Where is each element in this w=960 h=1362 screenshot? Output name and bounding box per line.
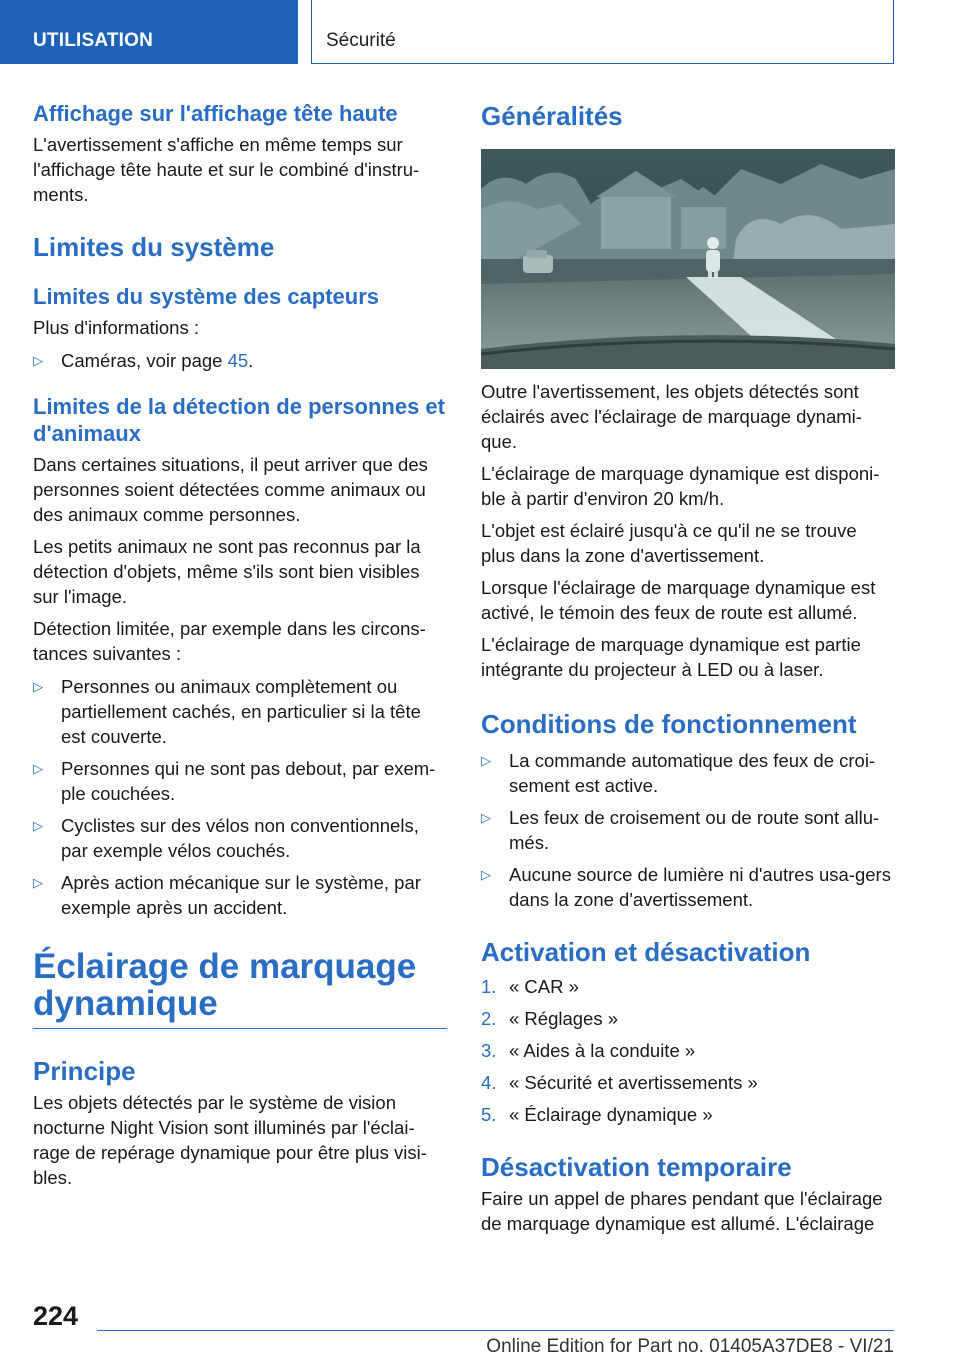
step-item <box>481 1038 895 1063</box>
heading-principle: Principe <box>33 1056 136 1086</box>
step-text: « Réglages » <box>509 1008 619 1029</box>
section-tab <box>0 0 298 64</box>
list-item-text: Personnes ou animaux complètement ou partiellement cachés, en particulier si la tête est couverte. <box>61 676 421 747</box>
chapter-tab <box>311 0 894 64</box>
list-item <box>33 674 447 749</box>
triangle-bullet-icon: ▷ <box>33 679 43 694</box>
left-column <box>33 100 447 1190</box>
para-detection-1: Dans certaines situations, il peut arriver que des personnes soient détectées comme animaux ou des animaux comme personnes. <box>33 454 428 525</box>
list-item-text: Aucune source de lumière ni d'autres usa-gers dans la zone d'avertissement. <box>509 864 891 910</box>
para-more-info: Plus d'informations : <box>33 317 199 338</box>
heading-system-limits: Limites du système <box>33 232 275 262</box>
triangle-bullet-icon: ▷ <box>481 753 491 768</box>
step-number: 5. <box>481 1104 497 1125</box>
heading-general: Généralités <box>481 101 623 131</box>
list-item-text: Les feux de croisement ou de route sont allu-més. <box>509 807 880 853</box>
list-item <box>481 862 895 912</box>
footer-edition: Online Edition for Part no. 01405A37DE8 - VI/21 <box>486 1336 894 1357</box>
heading-sensor-limits: Limites du système des capteurs <box>33 284 380 309</box>
heading-dynamic-marking-light: Éclairage de marquage dynamique <box>33 947 417 1023</box>
heading-temporary-deactivation: Désactivation temporaire <box>481 1152 792 1182</box>
step-item <box>481 1006 895 1031</box>
step-number: 1. <box>481 976 497 997</box>
step-number: 2. <box>481 1008 497 1029</box>
para-general-3: L'objet est éclairé jusqu'à ce qu'il ne se trouve plus dans la zone d'avertissement. <box>481 520 857 566</box>
step-number: 4. <box>481 1072 497 1093</box>
triangle-bullet-icon: ▷ <box>481 867 491 882</box>
para-head-up-display: L'avertissement s'affiche en même temps sur l'affichage tête haute et sur le combiné d'instru-ments. <box>33 134 420 205</box>
para-general-4: Lorsque l'éclairage de marquage dynamique est activé, le témoin des feux de route est allumé. <box>481 577 876 623</box>
heading-detection-limits: Limites de la détection de personnes et d'animaux <box>33 394 445 446</box>
step-item <box>481 974 895 999</box>
list-item <box>33 813 447 863</box>
step-text: « Éclairage dynamique » <box>509 1104 713 1125</box>
para-general-5: L'éclairage de marquage dynamique est partie intégrante du projecteur à LED ou à laser. <box>481 634 861 680</box>
triangle-bullet-icon: ▷ <box>481 810 491 825</box>
right-column <box>481 100 895 1236</box>
step-item <box>481 1102 895 1127</box>
triangle-bullet-icon: ▷ <box>33 353 43 368</box>
page-link-45[interactable]: 45 <box>227 350 249 371</box>
heading-head-up-display: Affichage sur l'affichage tête haute <box>33 101 398 126</box>
list-item <box>481 748 895 798</box>
step-text: « Aides à la conduite » <box>509 1040 696 1061</box>
step-text: « Sécurité et avertissements » <box>509 1072 758 1093</box>
list-item-text: Cyclistes sur des vélos non conventionnels, par exemple vélos couchés. <box>61 815 419 861</box>
list-item <box>481 805 895 855</box>
cameras-suffix: . <box>248 350 254 371</box>
list-item-text: La commande automatique des feux de croi-sement est active. <box>509 750 876 796</box>
section-label: UTILISATION <box>33 30 154 51</box>
night-vision-scene-image <box>481 149 895 369</box>
chapter-title: Sécurité <box>326 30 396 51</box>
list-item-text: Personnes qui ne sont pas debout, par exem-ple couchées. <box>61 758 436 804</box>
list-item <box>33 756 447 806</box>
triangle-bullet-icon: ▷ <box>33 875 43 890</box>
heading-conditions: Conditions de fonctionnement <box>481 709 857 739</box>
para-general-2: L'éclairage de marquage dynamique est disponi-ble à partir d'environ 20 km/h. <box>481 463 880 509</box>
heading-activation: Activation et désactivation <box>481 937 811 967</box>
triangle-bullet-icon: ▷ <box>33 818 43 833</box>
step-number: 3. <box>481 1040 497 1061</box>
para-detection-3: Détection limitée, par exemple dans les circons-tances suivantes : <box>33 618 426 664</box>
list-item-cameras <box>33 348 447 373</box>
list-item <box>33 870 447 920</box>
cameras-text: Caméras, voir page <box>61 350 228 371</box>
para-general-1: Outre l'avertissement, les objets détectés sont éclairés avec l'éclairage de marquage dynami-que. <box>481 381 862 452</box>
list-item-text: Après action mécanique sur le système, par exemple après un accident. <box>61 872 421 918</box>
page-number: 224 <box>33 1301 79 1331</box>
step-item <box>481 1070 895 1095</box>
triangle-bullet-icon: ▷ <box>33 761 43 776</box>
para-detection-2: Les petits animaux ne sont pas reconnus par la détection d'objets, même s'ils sont bien visibles sur l'image. <box>33 536 421 607</box>
para-temporary-deactivation: Faire un appel de phares pendant que l'éclairage de marquage dynamique est allumé. L'éclairage <box>481 1188 883 1234</box>
step-text: « CAR » <box>509 976 579 997</box>
footer-rule <box>97 1330 894 1331</box>
heading-rule <box>33 1028 447 1029</box>
para-principle: Les objets détectés par le système de vision nocturne Night Vision sont illuminés par l'éclai-rage de repérage dynamique pour être plus visi-bles. <box>33 1092 427 1188</box>
